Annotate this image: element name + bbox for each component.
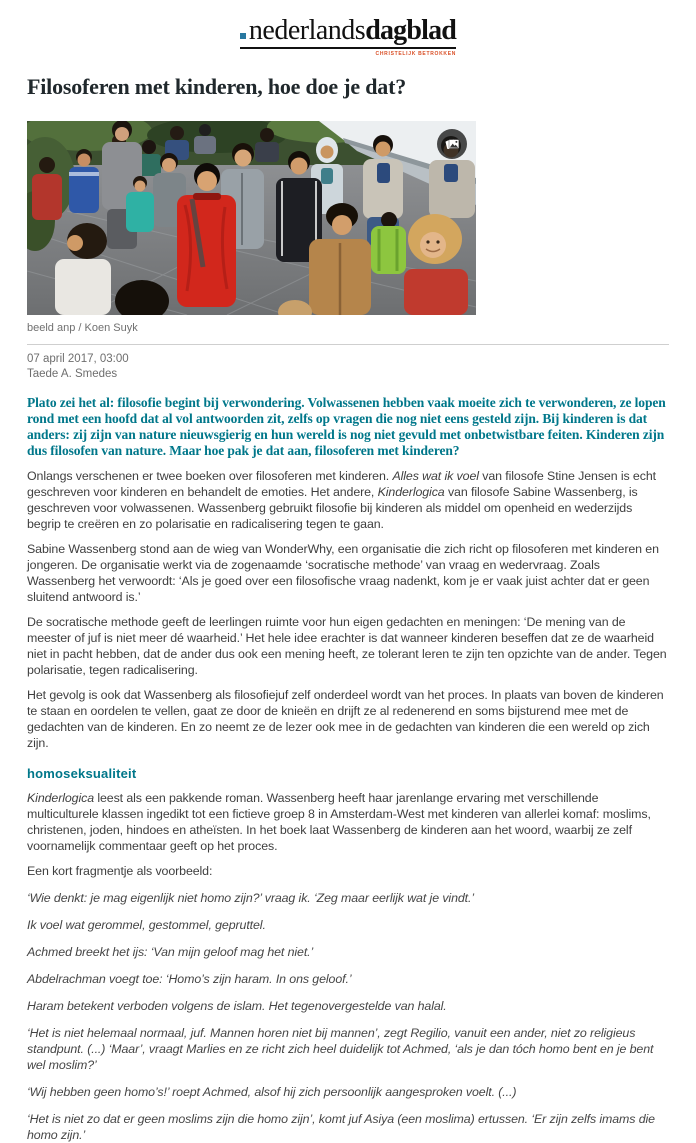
section-subheading: homoseksualiteit bbox=[27, 766, 137, 781]
article-date: 07 april 2017, 03:00 bbox=[27, 353, 129, 365]
article-paragraph: Het gevolg is ook dat Wassenberg als filosofiejuf zelf onderdeel wordt van het proces. In plaats van boven de kinderen te staan en oordelen te vellen, gaat ze door de knieën en drijft ze al redenerend en soms bijsturend mee met de gedachten van de kinderen. En zo neemt ze de lezer ook mee in de gedachten van kinderen die een wereld op zich zijn. bbox=[27, 688, 664, 750]
article-meta bbox=[27, 345, 669, 382]
quote-paragraph: Haram betekent verboden volgens de islam. Het tegenovergestelde van halal. bbox=[27, 999, 447, 1013]
brand-tagline: CHRISTELIJK BETROKKEN bbox=[375, 51, 457, 57]
photo-credit: beeld anp / Koen Suyk bbox=[27, 322, 138, 334]
brand-name-light: nederlands bbox=[248, 15, 366, 46]
brand-logo[interactable] bbox=[240, 16, 456, 58]
brand-wordmark bbox=[240, 16, 456, 49]
photo-children-crowd bbox=[27, 121, 476, 315]
page-title: Filosoferen met kinderen, hoe doe je dat? bbox=[27, 74, 407, 99]
quote-paragraph: Achmed breekt het ijs: ‘Van mijn geloof mag het niet.’ bbox=[27, 945, 314, 959]
article-intro: Plato zei het al: filosofie begint bij verwondering. Volwassenen hebben vaak moeite zich te verwonderen, ze lopen rond met een hoofd dat al vol antwoorden zit, zelfs op vragen die nog niet eens gesteld zijn. Bij kinderen is dat anders: zij zijn van nature nieuwsgierig en hun wereld is nog niet gevuld met onbetwistbare feiten. Kinderen zijn dus filosofen van nature. Maar hoe pak je dat aan, filosoferen met kinderen? bbox=[27, 395, 666, 458]
quote-paragraph: ‘Wie denkt: je mag eigenlijk niet homo zijn?’ vraag ik. ‘Zeg maar eerlijk wat je vindt.’ bbox=[27, 891, 474, 905]
article-photo[interactable] bbox=[27, 121, 476, 344]
quote-paragraph: ‘Het is niet helemaal normaal, juf. Mannen horen niet bij mannen’, zegt Regilio, vanuit een ander, niet zo religieus standpunt. (...) ‘Maar’, vraagt Marlies en ze richt zich heel duidelijk tot Achmed, ‘als je dan tóch homo bent en je bent wel moslim?’ bbox=[27, 1026, 654, 1072]
photo-gallery-icon[interactable] bbox=[437, 129, 467, 159]
logo-dot-icon bbox=[240, 33, 246, 39]
quote-paragraph: Abdelrachman voegt toe: ‘Homo’s zijn haram. In ons geloof.’ bbox=[27, 972, 352, 986]
article-author: Taede A. Smedes bbox=[27, 368, 118, 380]
article-paragraph: Een kort fragmentje als voorbeeld: bbox=[27, 864, 213, 878]
article-body bbox=[27, 468, 669, 1143]
article-paragraph: Kinderlogica leest als een pakkende roman. Wassenberg heeft haar jarenlange ervaring met verschillende multiculturele klassen ingedikt tot een fictieve groep 8 in Amsterdam-West met kinderen van allerlei komaf: moslims, christenen, joden, hindoes en atheïsten. In het boek laat Wassenberg de kinderen aan het woord, waarbij ze zelf voornamelijk commentaar geeft op het proces. bbox=[27, 791, 651, 853]
article-paragraph: Onlangs verschenen er twee boeken over filosoferen met kinderen. Alles wat ik voel van filosofe Stine Jensen is echt geschreven voor kinderen en behandelt de emoties. Het andere, Kinderlogica van filosofe Sabine Wassenberg, is geschreven voor volwassenen. Wassenberg gebruikt filosofie bij kinderen als middel om openheid en wederzijds begrip te creëren en zo polarisatie en radicalisering tegen te gaan. bbox=[27, 469, 656, 531]
article-paragraph: De socratische methode geeft de leerlingen ruimte voor hun eigen gedachten en meningen: ‘De mening van de meester of juf is niet meer dé waarheid.’ Het hele idee erachter is dat wanneer kinderen beseffen dat ze de waarheid niet in pacht hebben, dat de ander dus ook een mening heeft, ze tolerant leren te zijn ten opzichte van de ander. Tegen polarisatie, tegen radicalisering. bbox=[27, 615, 667, 677]
quote-paragraph: Ik voel wat gerommel, gestommel, gepruttel. bbox=[27, 918, 266, 932]
quote-paragraph: ‘Het is niet zo dat er geen moslims zijn die homo zijn’, komt juf Asiya (een moslima) ertussen. ‘Er zijn zelfs imams die homo zijn.’ bbox=[27, 1112, 655, 1142]
brand-name-bold: dagblad bbox=[365, 15, 457, 46]
quote-paragraph: ‘Wij hebben geen homo’s!’ roept Achmed, alsof hij zich persoonlijk aangesproken voelt. (...) bbox=[27, 1085, 517, 1099]
photo-stack-glyph bbox=[444, 136, 461, 153]
article-paragraph: Sabine Wassenberg stond aan de wieg van WonderWhy, een organisatie die zich richt op filosoferen met kinderen en jongeren. De organisatie werkt via de zogenaamde ‘socratische methode’ van vraag en wedervraag. Zoals Wassenberg het verwoordt: ‘Als je goed over een filosofische vraag nadenkt, kom je er vaak juist achter dat er geen sluitend antwoord is.’ bbox=[27, 542, 659, 604]
